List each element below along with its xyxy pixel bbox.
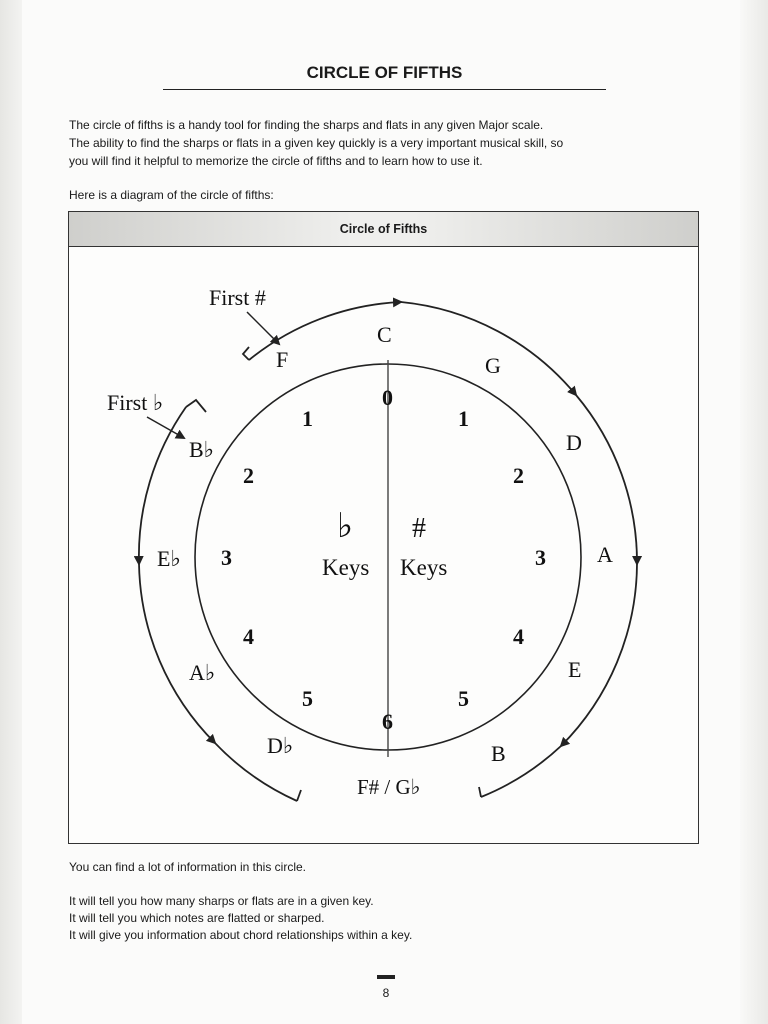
page-number-mark xyxy=(377,975,395,979)
key-label: B♭ xyxy=(189,437,215,462)
outer-arc-start-tick-top xyxy=(243,347,249,360)
diagram-intro: Here is a diagram of the circle of fifths: xyxy=(69,188,274,202)
key-label: E♭ xyxy=(157,546,181,571)
list-item: It will tell you how many sharps or flats are in a given key. xyxy=(69,894,374,908)
key-label: D♭ xyxy=(267,733,294,758)
key-label: G xyxy=(485,353,501,378)
count-label: 2 xyxy=(513,463,524,488)
key-label: F xyxy=(276,347,289,372)
first-sharp-label: First # xyxy=(209,285,266,310)
sharp-keys-label: Keys xyxy=(400,555,448,580)
page-edge-shadow-left xyxy=(0,0,22,1024)
count-label: 2 xyxy=(243,463,254,488)
outer-arc-right xyxy=(576,395,637,564)
count-label: 1 xyxy=(458,406,469,431)
first-flat-label: First ♭ xyxy=(107,390,164,415)
key-label: A xyxy=(597,542,613,567)
outer-arc-end-tick-left xyxy=(297,790,301,801)
flat-symbol: ♭ xyxy=(337,508,354,545)
count-label: 3 xyxy=(535,545,546,570)
count-label: 4 xyxy=(513,624,524,649)
outer-arc-left xyxy=(139,407,186,564)
count-label: 1 xyxy=(302,406,313,431)
outer-arc-end-tick-right xyxy=(479,787,481,797)
count-label: 3 xyxy=(221,545,232,570)
first-flat-pointer xyxy=(147,417,184,438)
circle-of-fifths-figure xyxy=(68,211,699,844)
intro-line: you will find it helpful to memorize the circle of fifths and to learn how to use it. xyxy=(69,154,483,168)
key-label: E xyxy=(568,657,582,682)
first-sharp-pointer xyxy=(247,312,279,344)
outer-arc-bottom-left xyxy=(139,564,215,743)
outer-arc-top-right xyxy=(401,302,576,395)
outer-arc-start-tick-left xyxy=(186,400,206,412)
page-title: CIRCLE OF FIFTHS xyxy=(163,63,606,90)
key-label: D xyxy=(566,430,582,455)
count-label: 6 xyxy=(382,709,393,734)
key-label: F# / G♭ xyxy=(357,775,421,799)
flat-keys-label: Keys xyxy=(322,555,370,580)
intro-paragraph xyxy=(69,116,669,170)
count-label: 4 xyxy=(243,624,254,649)
figure-title: Circle of Fifths xyxy=(69,212,698,247)
info-list xyxy=(69,893,669,944)
page-edge-shadow-right xyxy=(740,0,768,1024)
after-diagram-text: You can find a lot of information in this circle. xyxy=(69,860,307,874)
count-label: 0 xyxy=(382,385,393,410)
sharp-symbol: # xyxy=(412,513,426,544)
key-label: A♭ xyxy=(189,660,216,685)
list-item: It will tell you which notes are flatted or sharped. xyxy=(69,911,325,925)
outer-arc-bottom-right xyxy=(561,564,637,746)
key-label: B xyxy=(491,741,506,766)
list-item: It will give you information about chord relationships within a key. xyxy=(69,928,413,942)
intro-line: The circle of fifths is a handy tool for finding the sharps and flats in any given Major scale. xyxy=(69,118,544,132)
count-label: 5 xyxy=(458,686,469,711)
count-label: 5 xyxy=(302,686,313,711)
intro-line: The ability to find the sharps or flats in a given key quickly is a very important musical skill, so xyxy=(69,136,564,150)
page-number: 8 xyxy=(382,986,390,1000)
key-label: C xyxy=(377,322,392,347)
circle-diagram xyxy=(69,212,700,845)
